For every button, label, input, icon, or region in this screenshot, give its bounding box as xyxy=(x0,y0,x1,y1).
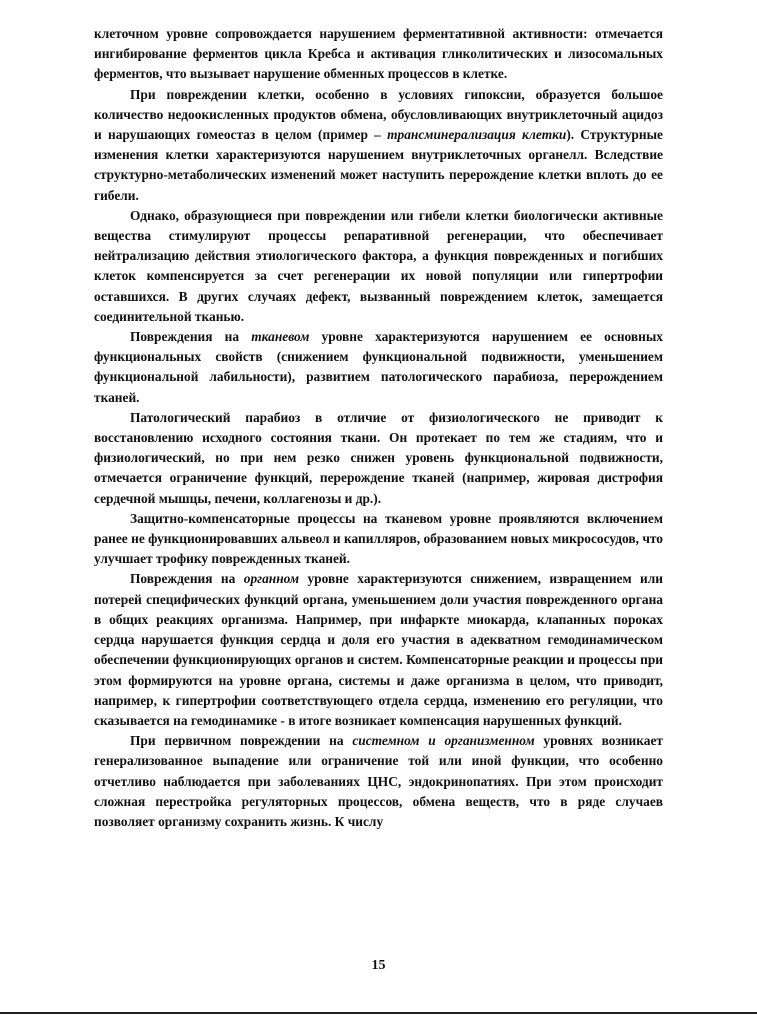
paragraph-text: уровнях возникает генерализованное выпадение или ограничение той или иной функции, что особенно отчетливо наблюдается при заболеваниях ЦНС, эндокринопатиях. При этом происходит сложная перестройка регуляторных процессов, обмена веществ, что в ряде случаев позволяет организму сохранить жизнь. К числу xyxy=(94,733,663,829)
italic-term: системном и организменном xyxy=(352,733,535,749)
paragraph-text: Повреждения на xyxy=(130,571,244,587)
scan-edge-divider xyxy=(0,1012,757,1014)
paragraph xyxy=(94,408,663,509)
paragraph xyxy=(94,24,663,85)
paragraph-text: ). Структурные изменения клетки характеризуются нарушением внутриклеточных органелл. Вследствие структурно-метаболических изменений может наступить перерождение клетки вплоть до ее гибели. xyxy=(94,127,663,203)
paragraph-text: Однако, образующиеся при повреждении или гибели клетки биологически активные вещества стимулируют процессы репаративной регенерации, что обеспечивает нейтрализацию действия этиологического фактора, а функция поврежденных и погибших клеток компенсируется за счет регенерации их новой популяции или гипертрофии оставшихся. В других случаях дефект, вызванный повреждением клеток, замещается соединительной тканью. xyxy=(94,207,663,324)
paragraph-text: При повреждении клетки, особенно в условиях гипоксии, образуется большое количество недоокисленных продуктов обмена, обусловливающих внутриклеточный ацидоз и нарушающих гомеостаз в целом (пример – xyxy=(94,86,663,143)
paragraph xyxy=(94,85,663,206)
italic-term: тканевом xyxy=(251,329,310,345)
paragraph xyxy=(94,327,663,408)
paragraph xyxy=(94,206,663,327)
italic-term: трансминерализация клетки xyxy=(387,127,567,143)
paragraph-text: При первичном повреждении на xyxy=(130,733,353,749)
paragraph xyxy=(94,569,663,731)
italic-term: органном xyxy=(243,571,300,587)
paragraph-text: Повреждения на xyxy=(130,329,252,345)
paragraph-text: уровне характеризуются нарушением ее основных функциональных свойств (снижением функциональной подвижности, уменьшением функциональной лабильности), развитием патологического парабиоза, перерождением тканей. xyxy=(94,329,663,405)
paragraph-text: клеточном уровне сопровождается нарушением ферментативной активности: отмечается ингибирование ферментов цикла Кребса и активация гликолитических и лизосомальных ферментов, что вызывает нарушение обменных процессов в клетке. xyxy=(94,26,663,82)
paragraph-text: уровне характеризуются снижением, извращением или потерей специфических функций органа, уменьшением доли участия поврежденного органа в общих реакциях организма. Например, при инфаркте миокарда, клапанных пороках сердца нарушается функция сердца и доля его участия в адекватном гемодинамическом обеспечении функционирующих органов и систем. Компенсаторные реакции и процессы при этом формируются на уровне органа, системы и даже организма в целом, что приводит, например, к гипертрофии соответствующего отдела сердца, изменению его регуляции, что сказывается на гемодинамике - в итоге возникает компенсация нарушенных функций. xyxy=(94,571,663,728)
paragraph-text: Защитно-компенсаторные процессы на тканевом уровне проявляются включением ранее не функционировавших альвеол и капилляров, образованием новых микрососудов, что улучшает трофику поврежденных тканей. xyxy=(94,510,663,567)
page-number: 15 xyxy=(371,958,386,973)
paragraph-text: Патологический парабиоз в отличие от физиологического не приводит к восстановлению исходного состояния ткани. Он протекает по тем же стадиям, что и физиологический, но при нем резко снижен уровень функциональной подвижности, отмечается ограничение функций, перерождение тканей (например, жировая дистрофия сердечной мышцы, печени, коллагенозы и др.). xyxy=(94,409,663,506)
paragraph xyxy=(94,731,663,832)
paragraph xyxy=(94,509,663,570)
page-body xyxy=(94,24,663,832)
